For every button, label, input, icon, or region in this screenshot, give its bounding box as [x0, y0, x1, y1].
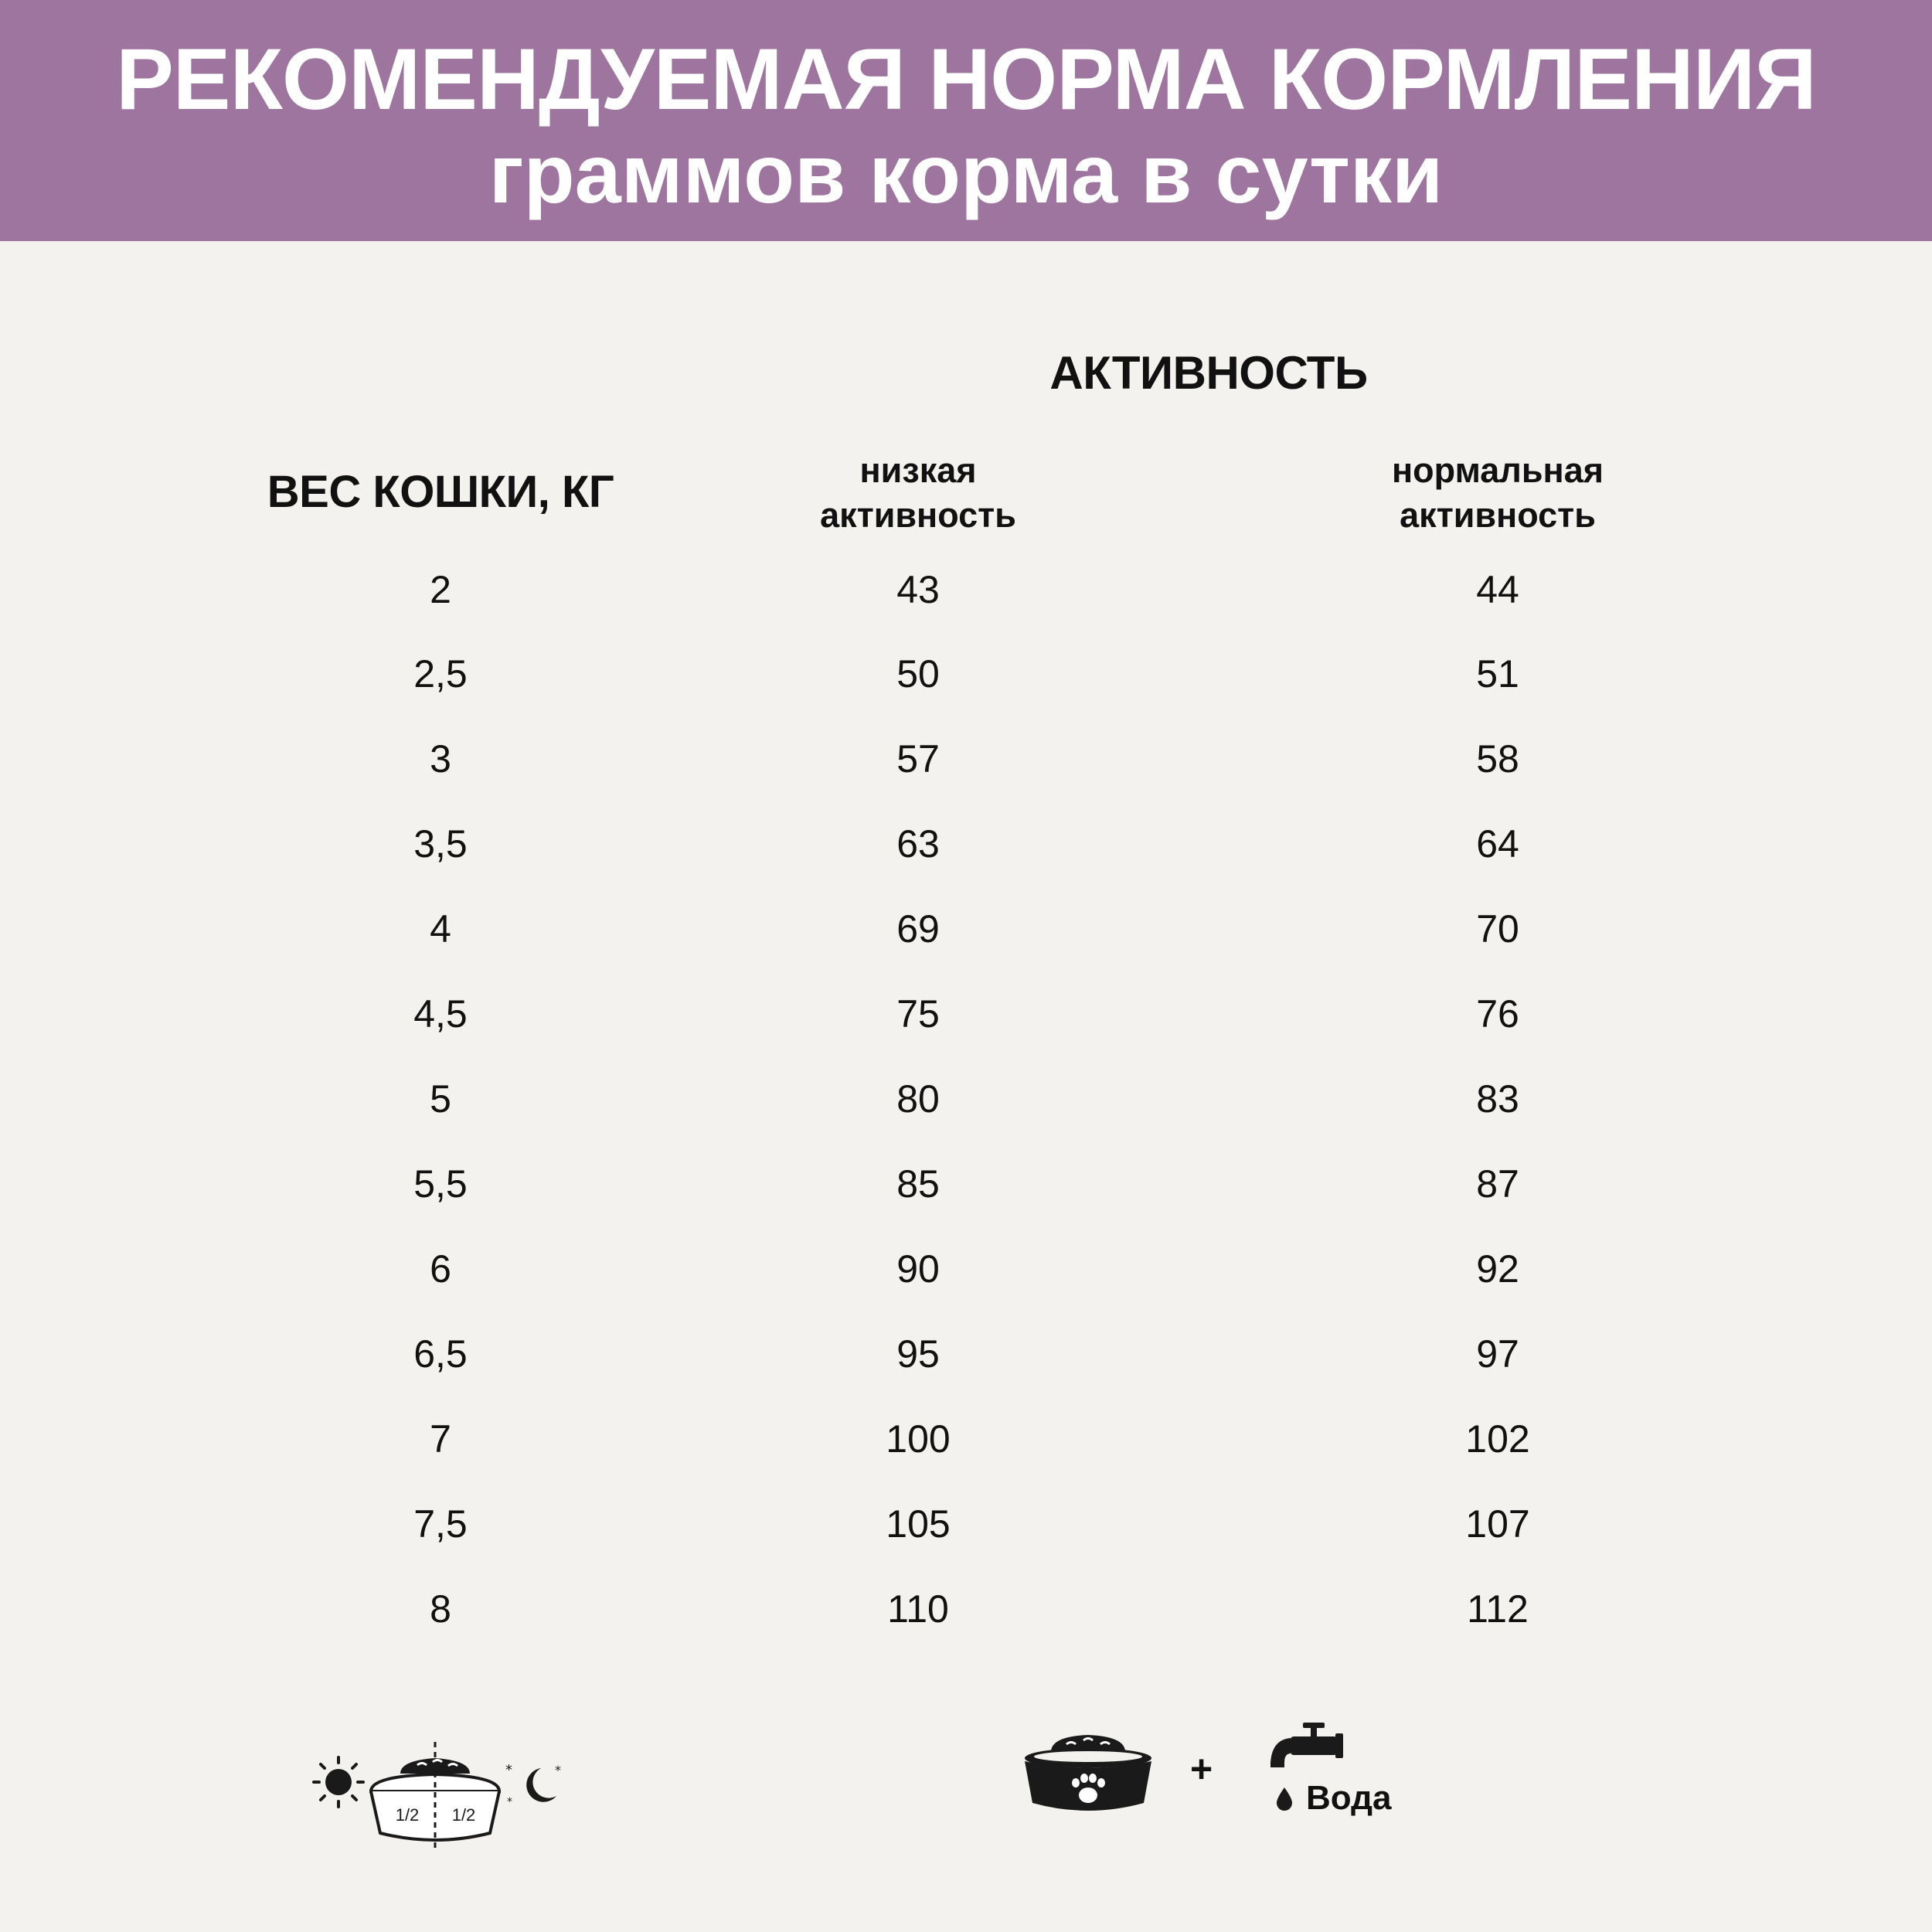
svg-text:*: *	[505, 1762, 512, 1778]
weight-cell: 2,5	[413, 652, 468, 696]
normal-activity-cell: 92	[1476, 1247, 1519, 1291]
weight-cell: 3	[430, 737, 451, 781]
weight-cell: 4	[430, 907, 451, 951]
normal-activity-label-line2: активность	[1400, 495, 1596, 535]
normal-activity-cell: 70	[1476, 907, 1519, 951]
sun-icon	[314, 1757, 363, 1807]
header-banner	[0, 0, 1932, 241]
normal-activity-cell: 87	[1476, 1162, 1519, 1206]
low-activity-cell: 57	[896, 737, 940, 781]
weight-cell: 5,5	[413, 1162, 468, 1206]
low-activity-cell: 69	[896, 907, 940, 951]
svg-text:*: *	[507, 1796, 512, 1808]
moon-icon	[505, 1762, 561, 1808]
normal-activity-cell: 64	[1476, 822, 1519, 866]
bowl-left-half-label: 1/2	[395, 1805, 420, 1825]
normal-activity-cell: 107	[1465, 1502, 1530, 1546]
low-activity-column-header	[725, 448, 1111, 538]
page-title: РЕКОМЕНДУЕМАЯ НОРМА КОРМЛЕНИЯ	[116, 31, 1816, 128]
low-activity-cell: 105	[886, 1502, 951, 1546]
weight-cell: 6,5	[413, 1332, 468, 1376]
bowl-right-half-label: 1/2	[451, 1805, 476, 1825]
svg-text:*: *	[555, 1763, 561, 1777]
split-bowl-icon	[371, 1742, 499, 1851]
weight-cell: 2	[430, 568, 451, 611]
plus-sign: +	[1190, 1747, 1213, 1791]
low-activity-cell: 110	[887, 1587, 949, 1631]
low-activity-cell: 80	[896, 1077, 940, 1121]
weight-cell: 8	[430, 1587, 451, 1631]
normal-activity-cell: 51	[1476, 652, 1519, 696]
low-activity-label-line2: активность	[820, 495, 1016, 535]
low-activity-cell: 90	[896, 1247, 940, 1291]
normal-activity-cell: 102	[1465, 1417, 1530, 1461]
feeding-schedule-icon-group	[309, 1739, 572, 1855]
low-activity-cell: 43	[896, 568, 940, 611]
low-activity-cell: 85	[896, 1162, 940, 1206]
activity-group-header: АКТИВНОСТЬ	[1049, 347, 1368, 399]
weight-cell: 5	[430, 1077, 451, 1121]
paw-bowl-icon	[1019, 1727, 1158, 1820]
water-label: Вода	[1306, 1779, 1392, 1817]
low-activity-cell: 75	[896, 992, 940, 1036]
normal-activity-cell: 76	[1476, 992, 1519, 1036]
normal-activity-cell: 58	[1476, 737, 1519, 781]
weight-cell: 7	[430, 1417, 451, 1461]
water-drop-icon	[1277, 1787, 1292, 1811]
page-subtitle: граммов корма в сутки	[488, 127, 1444, 220]
normal-activity-label-line1: нормальная	[1392, 451, 1604, 490]
low-activity-cell: 95	[896, 1332, 940, 1376]
normal-activity-cell: 83	[1476, 1077, 1519, 1121]
low-activity-cell: 50	[896, 652, 940, 696]
weight-cell: 3,5	[413, 822, 468, 866]
weight-column-header: ВЕС КОШКИ, КГ	[267, 467, 614, 517]
weight-cell: 7,5	[413, 1502, 468, 1546]
normal-activity-cell: 44	[1476, 568, 1519, 611]
normal-activity-cell: 97	[1476, 1332, 1519, 1376]
weight-cell: 4,5	[413, 992, 468, 1036]
low-activity-label-line1: низкая	[859, 451, 977, 490]
low-activity-cell: 100	[886, 1417, 951, 1461]
low-activity-cell: 63	[896, 822, 940, 866]
weight-cell: 6	[430, 1247, 451, 1291]
normal-activity-column-header	[1304, 448, 1691, 538]
normal-activity-cell: 112	[1467, 1587, 1529, 1631]
